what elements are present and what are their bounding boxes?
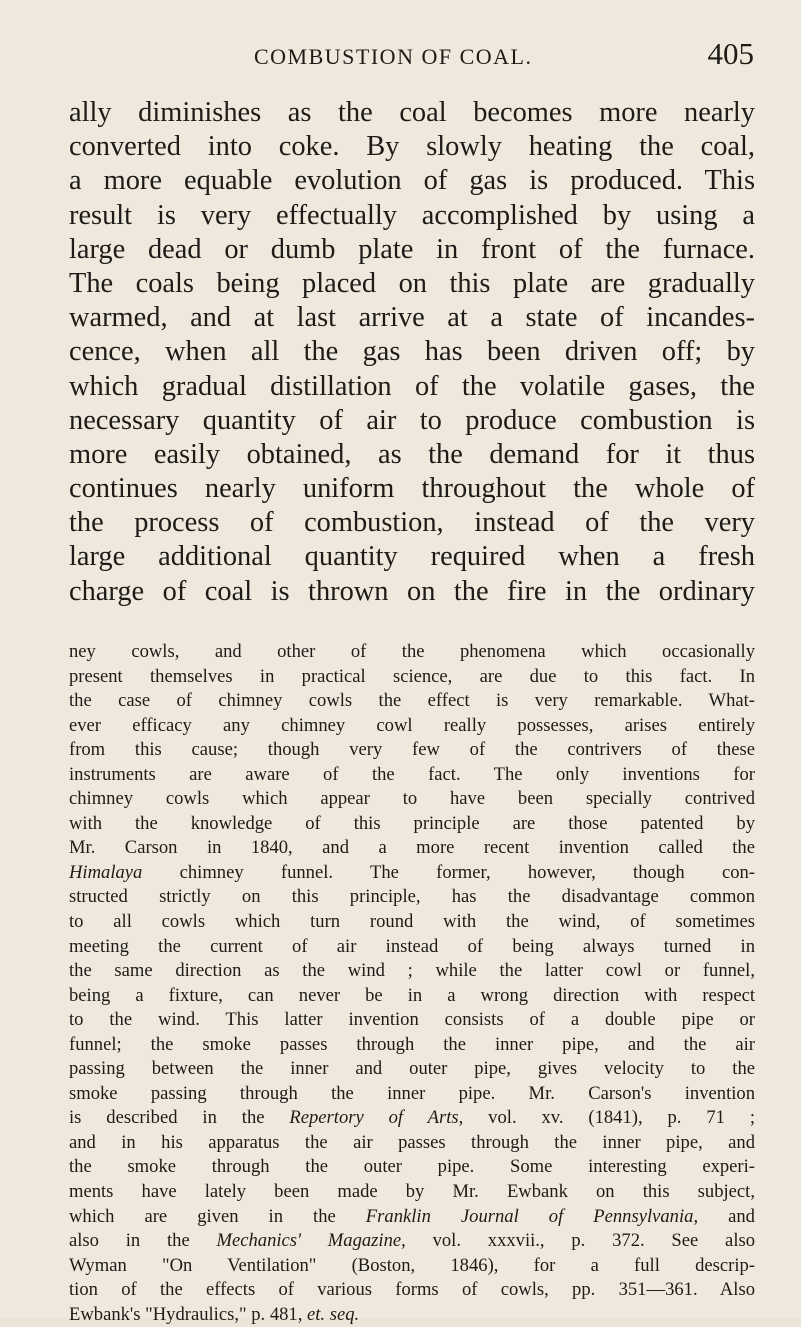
footnote-line: being a fixture, can never be in a wrong direction with respect — [69, 984, 755, 1006]
page-number: 405 — [707, 36, 754, 71]
footnote-line: to all cowls which turn round with the wind, of sometimes — [69, 911, 755, 933]
footnote-line: Ewbank's "Hydraulics," p. 481, et. seq. — [69, 1303, 360, 1325]
footnote-line: structed strictly on this principle, has the disadvantage common — [69, 886, 755, 908]
body-line: cence, when all the gas has been driven off; by — [69, 336, 755, 368]
body-line: result is very effectually accomplished by using a — [69, 199, 755, 231]
body-line: more easily obtained, as the demand for it thus — [69, 438, 755, 470]
body-line: the process of combustion, instead of the very — [69, 507, 755, 539]
footnote-line: the smoke through the outer pipe. Some interesting experi- — [69, 1156, 755, 1178]
body-line: warmed, and at last arrive at a state of incandes- — [69, 302, 755, 334]
footnote-line: to the wind. This latter invention consists of a double pipe or — [69, 1009, 755, 1031]
footnote-line: also in the Mechanics' Magazine, vol. xxxvii., p. 372. See also — [69, 1230, 756, 1252]
body-line: large dead or dumb plate in front of the furnace. — [69, 233, 755, 265]
footnote-line: with the knowledge of this principle are those patented by — [69, 812, 755, 834]
footnote-line: the case of chimney cowls the effect is very remarkable. What- — [69, 690, 755, 712]
footnote-line: passing between the inner and outer pipe, gives velocity to the — [69, 1058, 755, 1080]
body-line: large additional quantity required when a fresh — [69, 541, 755, 573]
footnote — [69, 640, 755, 1327]
footnote-line: and in his apparatus the air passes through the inner pipe, and — [69, 1131, 755, 1153]
body-line: ally diminishes as the coal becomes more nearly — [69, 97, 755, 128]
footnote-line: funnel; the smoke passes through the inner pipe, and the air — [69, 1033, 755, 1055]
page-header — [74, 36, 754, 76]
footnote-line: ney cowls, and other of the phenomena which occasionally — [69, 641, 755, 662]
footnote-line: Mr. Carson in 1840, and a more recent invention called the — [69, 837, 755, 859]
footnote-line: tion of the effects of various forms of cowls, pp. 351—361. Also — [69, 1279, 755, 1301]
body-line: necessary quantity of air to produce combustion is — [69, 404, 755, 436]
body-line: The coals being placed on this plate are gradually — [69, 267, 755, 299]
body-line: a more equable evolution of gas is produced. This — [69, 165, 755, 197]
footnote-line: from this cause; though very few of the contrivers of these — [69, 739, 755, 761]
footnote-line: Himalaya chimney funnel. The former, however, though con- — [69, 861, 755, 883]
footnote-line: instruments are aware of the fact. The only inventions for — [69, 763, 755, 785]
body-line: which gradual distillation of the volatile gases, the — [69, 370, 755, 402]
body-line: converted into coke. By slowly heating the coal, — [69, 131, 755, 163]
footnote-line: is described in the Repertory of Arts, vol. xv. (1841), p. 71 ; — [69, 1107, 755, 1129]
footnote-line: present themselves in practical science, are due to this fact. In — [69, 665, 755, 687]
main-body-text — [69, 96, 755, 609]
footnote-line: the same direction as the wind ; while the latter cowl or funnel, — [69, 960, 755, 982]
body-line: continues nearly uniform throughout the whole of — [69, 473, 755, 505]
footnote-line: which are given in the Franklin Journal of Pennsylvania, and — [69, 1205, 755, 1227]
footnote-line: smoke passing through the inner pipe. Mr. Carson's invention — [69, 1082, 755, 1104]
footnote-line: ever efficacy any chimney cowl really possesses, arises entirely — [69, 714, 755, 736]
footnote-line: chimney cowls which appear to have been specially contrived — [69, 788, 755, 810]
body-line: charge of coal is thrown on the fire in the ordinary — [69, 575, 755, 607]
footnote-line: meeting the current of air instead of being always turned in — [69, 935, 755, 957]
footnote-line: ments have lately been made by Mr. Ewbank on this subject, — [69, 1181, 755, 1203]
footnote-line: Wyman "On Ventilation" (Boston, 1846), for a full descrip- — [69, 1254, 755, 1276]
running-title: COMBUSTION OF COAL. — [254, 44, 533, 69]
